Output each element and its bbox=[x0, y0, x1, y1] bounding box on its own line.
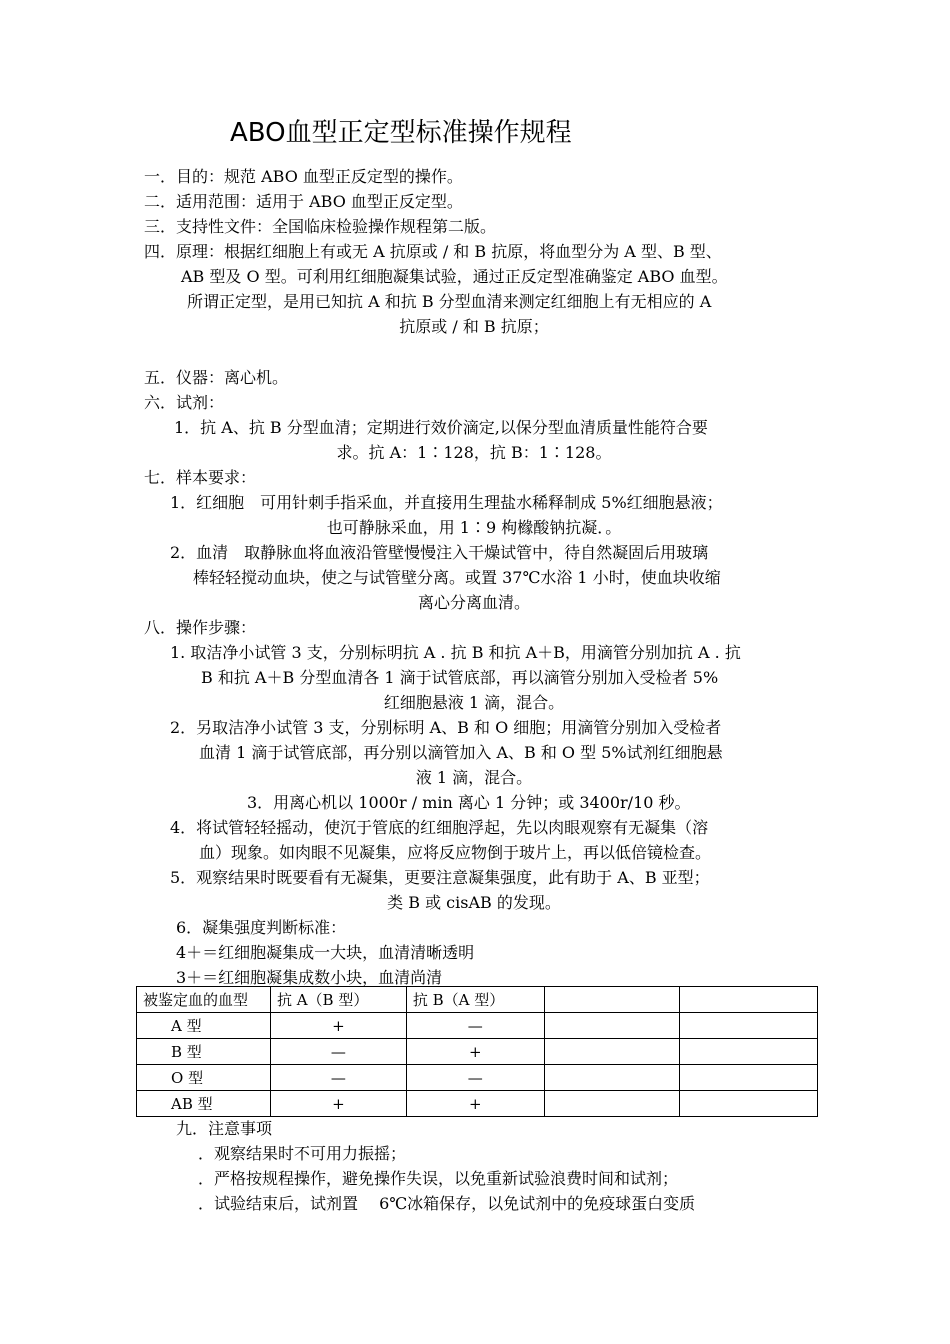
table-cell bbox=[680, 1091, 818, 1117]
table-row bbox=[137, 1039, 818, 1065]
procedure-step-cont: 血）现象。如肉眼不见凝集，应将反应物倒于玻片上，再以低倍镜检查。 bbox=[199, 843, 712, 862]
note-item: ．观察结果时不可用力振摇； bbox=[198, 1144, 407, 1163]
section-scope: 二．适用范围：适用于 ABO 血型正反定型。 bbox=[144, 192, 463, 211]
table-header: 抗 B（A 型） bbox=[406, 987, 544, 1013]
table-cell bbox=[680, 1013, 818, 1039]
note-item: ．严格按规程操作，避免操作失误，以免重新试验浪费时间和试剂； bbox=[198, 1169, 679, 1188]
table-cell bbox=[680, 1065, 818, 1091]
table-cell: A 型 bbox=[137, 1013, 271, 1039]
principle-line: 抗原或 / 和 B 抗原； bbox=[399, 317, 549, 336]
section-reagents: 六．试剂： bbox=[144, 393, 225, 412]
procedure-step: 3．用离心机以 1000r / min 离心 1 分钟；或 3400r/10 秒。 bbox=[247, 793, 691, 812]
sample-item-cont: 也可静脉采血，用 1∶9 枸橼酸钠抗凝．。 bbox=[326, 518, 622, 537]
procedure-step-cont: 类 B 或 cisAB 的发现。 bbox=[387, 893, 561, 912]
table-cell: — bbox=[270, 1065, 406, 1091]
table-row bbox=[137, 1065, 818, 1091]
table-cell: + bbox=[270, 1013, 406, 1039]
table-cell: — bbox=[406, 1013, 544, 1039]
agglutination-grade: 4＋＝红细胞凝集成一大块，血清清晰透明 bbox=[176, 943, 475, 962]
agglutination-grade: 3＋＝红细胞凝集成数小块，血清尚清 bbox=[176, 968, 443, 987]
sample-item: 2．血清 取静脉血将血液沿管壁慢慢注入干燥试管中，待自然凝固后用玻璃 bbox=[170, 543, 709, 562]
table-cell: + bbox=[406, 1039, 544, 1065]
table-header: 抗 A（B 型） bbox=[270, 987, 406, 1013]
table-cell bbox=[544, 1091, 680, 1117]
blood-type-table bbox=[136, 986, 818, 1117]
section-sample: 七．样本要求： bbox=[144, 468, 257, 487]
table-row bbox=[137, 1013, 818, 1039]
procedure-step: 4．将试管轻轻摇动，使沉于管底的红细胞浮起，先以肉眼观察有无凝集（溶 bbox=[170, 818, 709, 837]
procedure-step-cont: 液 1 滴，混合。 bbox=[415, 768, 533, 787]
note-item: ．试验结束后，试剂置 6℃冰箱保存，以免试剂中的免疫球蛋白变质 bbox=[198, 1194, 696, 1213]
table-cell: B 型 bbox=[137, 1039, 271, 1065]
section-purpose: 一．目的：规范 ABO 血型正反定型的操作。 bbox=[144, 167, 463, 186]
procedure-step-cont: B 和抗 A＋B 分型血清各 1 滴于试管底部，再以滴管分别加入受检者 5% bbox=[201, 668, 719, 687]
procedure-step: 1. 取洁净小试管 3 支，分别标明抗 A . 抗 B 和抗 A＋B，用滴管分别加抗 A . 抗 bbox=[170, 643, 741, 662]
sample-item-cont: 棒轻轻搅动血块，使之与试管壁分离。或置 37℃水浴 1 小时，使血块收缩 bbox=[193, 568, 721, 587]
procedure-step: 6．凝集强度判断标准： bbox=[176, 918, 347, 937]
table-cell bbox=[680, 1039, 818, 1065]
table-cell: O 型 bbox=[137, 1065, 271, 1091]
table-header: 被鉴定血的血型 bbox=[137, 987, 271, 1013]
procedure-step: 5．观察结果时既要看有无凝集，更要注意凝集强度，此有助于 A、B 亚型； bbox=[170, 868, 710, 887]
sample-item-cont: 离心分离血清。 bbox=[417, 593, 530, 612]
principle-line: AB 型及 O 型。可利用红细胞凝集试验，通过正反定型准确鉴定 ABO 血型。 bbox=[181, 267, 728, 286]
section-procedure: 八．操作步骤： bbox=[144, 618, 257, 637]
table-cell: — bbox=[406, 1065, 544, 1091]
table-cell: + bbox=[406, 1091, 544, 1117]
table-cell bbox=[544, 1039, 680, 1065]
procedure-step-cont: 红细胞悬液 1 滴，混合。 bbox=[383, 693, 565, 712]
procedure-step: 2．另取洁净小试管 3 支，分别标明 A、B 和 O 细胞；用滴管分别加入受检者 bbox=[170, 718, 722, 737]
table-cell: AB 型 bbox=[137, 1091, 271, 1117]
principle-line: 所谓正定型，是用已知抗 A 和抗 B 分型血清来测定红细胞上有无相应的 A bbox=[187, 292, 712, 311]
section-instrument: 五．仪器：离心机。 bbox=[144, 368, 289, 387]
table-header bbox=[544, 987, 680, 1013]
table-cell: + bbox=[270, 1091, 406, 1117]
table-cell bbox=[544, 1065, 680, 1091]
procedure-step-cont: 血清 1 滴于试管底部，再分别以滴管加入 A、B 和 O 型 5%试剂红细胞悬 bbox=[199, 743, 723, 762]
reagent-item-cont: 求。抗 A：1∶128，抗 B：1∶128。 bbox=[336, 443, 612, 462]
document-title: ABO血型正定型标准操作规程 bbox=[230, 118, 572, 148]
table-cell: — bbox=[270, 1039, 406, 1065]
table-header-row bbox=[137, 987, 818, 1013]
reagent-item: 1．抗 A、抗 B 分型血清；定期进行效价滴定,以保分型血清质量性能符合要 bbox=[174, 418, 708, 437]
section-notes: 九．注意事项 bbox=[176, 1119, 273, 1138]
section-references: 三．支持性文件：全国临床检验操作规程第二版。 bbox=[144, 217, 497, 236]
table-row bbox=[137, 1091, 818, 1117]
table-header bbox=[680, 987, 818, 1013]
table-cell bbox=[544, 1013, 680, 1039]
sample-item: 1．红细胞 可用针刺手指采血，并直接用生理盐水稀释制成 5%红细胞悬液； bbox=[170, 493, 723, 512]
section-principle: 四．原理：根据红细胞上有或无 A 抗原或 / 和 B 抗原，将血型分为 A 型、B 型、 bbox=[144, 242, 722, 261]
